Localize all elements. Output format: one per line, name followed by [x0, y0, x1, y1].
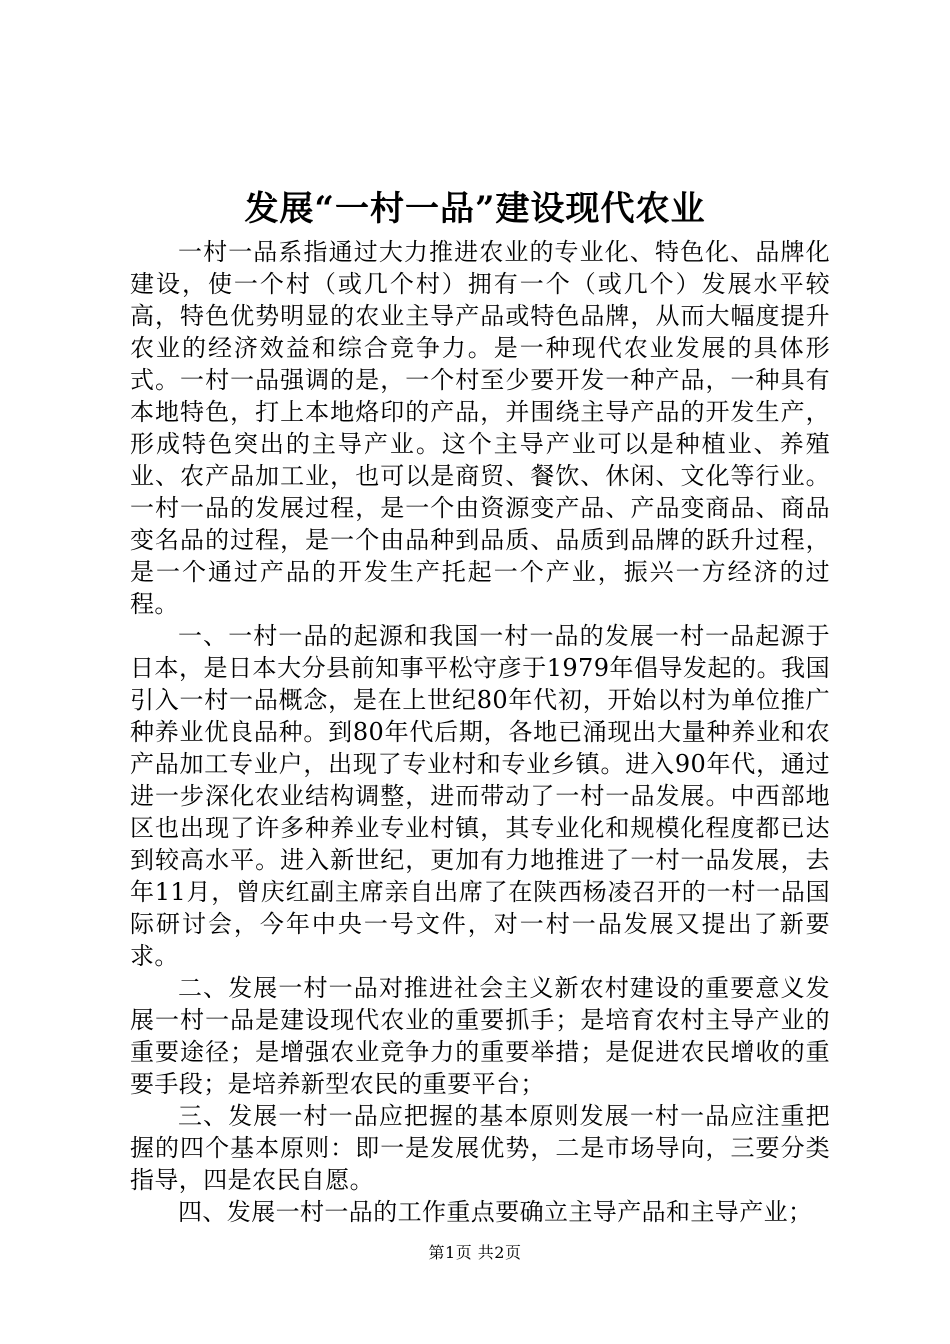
paragraph-section-4: 四、发展一村一品的工作重点要确立主导产品和主导产业；	[178, 1198, 813, 1226]
paragraph-intro: 一村一品系指通过大力推进农业的专业化、特色化、品牌化建设，使一个村（或几个村）拥有一个（或几个）发展水平较高，特色优势明显的农业主导产品或特色品牌，从而大幅度提升农业的经济效益和综合竞争力。是一种现代农业发展的具体形式。一村一品强调的是，一个村至少要开发一种产品，一种具有本地特色，打上本地烙印的产品，并围绕主导产品的开发生产，形成特色突出的主导产业。这个主导产业可以是种植业、养殖业、农产品加工业，也可以是商贸、餐饮、休闲、文化等行业。一村一品的发展过程，是一个由资源变产品、产品变商品、商品变名品的过程，是一个由品种到品质、品质到品牌的跃升过程，是一个通过产品的开发生产托起一个产业，振兴一方经济的过程。	[130, 238, 830, 618]
page-number-footer: 第1页 共2页	[428, 1243, 522, 1262]
document-body	[130, 236, 830, 1228]
document-title: 发展“一村一品”建设现代农业	[244, 189, 706, 229]
paragraph-section-2: 二、发展一村一品对推进社会主义新农村建设的重要意义发展一村一品是建设现代农业的重要抓手；是培育农村主导产业的重要途径；是增强农业竞争力的重要举措；是促进农民增收的重要手段；是培养新型农民的重要平台；	[130, 974, 830, 1098]
paragraph-section-1: 一、一村一品的起源和我国一村一品的发展一村一品起源于日本，是日本大分县前知事平松守彦于1979年倡导发起的。我国引入一村一品概念，是在上世纪80年代初，开始以村为单位推广种养业优良品种。到80年代后期，各地已涌现出大量种养业和农产品加工专业户，出现了专业村和专业乡镇。进入90年代，通过进一步深化农业结构调整，进而带动了一村一品发展。中西部地区也出现了许多种养业专业村镇，其专业化和规模化程度都已达到较高水平。进入新世纪，更加有力地推进了一村一品发展，去年11月，曾庆红副主席亲自出席了在陕西杨凌召开的一村一品国际研讨会，今年中央一号文件，对一村一品发展又提出了新要求。	[130, 622, 830, 970]
paragraph-section-3: 三、发展一村一品应把握的基本原则发展一村一品应注重把握的四个基本原则：即一是发展优势，二是市场导向，三要分类指导，四是农民自愿。	[130, 1102, 830, 1194]
